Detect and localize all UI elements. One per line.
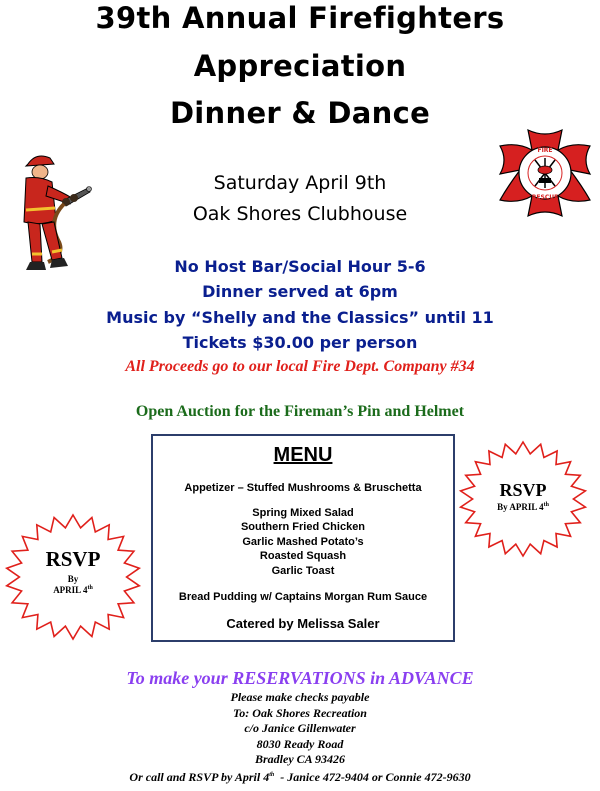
menu-box	[151, 434, 455, 642]
address-line: To: Oak Shores Recreation	[233, 705, 367, 720]
menu-dessert: Bread Pudding w/ Captains Morgan Rum Sauce	[178, 591, 428, 603]
address-line: Bradley CA 93426	[254, 752, 345, 766]
title-line-2: Appreciation	[193, 49, 407, 83]
rsvp-right-label: RSVP	[499, 480, 547, 500]
detail-tickets: Tickets $30.00 per person	[182, 333, 418, 352]
reservations-address	[0, 690, 600, 785]
menu-appetizer: Appetizer – Stuffed Mushrooms & Bruschetta	[184, 482, 422, 494]
reservations-heading: To make your RESERVATIONS in ADVANCE	[126, 668, 474, 688]
menu-item: Southern Fried Chicken	[240, 521, 366, 533]
detail-music: Music by “Shelly and the Classics” until 11	[106, 308, 494, 327]
address-line: c/o Janice Gillenwater	[244, 721, 356, 735]
menu-item: Garlic Mashed Potato’s	[242, 535, 364, 548]
menu-mains	[153, 506, 453, 579]
auction-note: Open Auction for the Fireman’s Pin and Helmet	[135, 403, 465, 420]
rsvp-left-by: By	[67, 574, 79, 584]
address-line: 8030 Ready Road	[256, 736, 344, 751]
rsvp-right-date: By APRIL 4th	[497, 502, 549, 512]
rsvp-starburst-right	[458, 440, 588, 558]
emblem-bottom-text: RESCUE	[531, 194, 559, 201]
detail-dinner-time: Dinner served at 6pm	[202, 282, 398, 301]
event-location: Oak Shores Clubhouse	[192, 203, 408, 225]
rsvp-starburst-left	[4, 513, 142, 641]
rsvp-left-label: RSVP	[45, 547, 101, 571]
menu-caterer: Catered by Melissa Saler	[226, 615, 380, 631]
proceeds-note: All Proceeds go to our local Fire Dept. Company #34	[125, 358, 475, 375]
menu-item: Garlic Toast	[271, 564, 335, 577]
title-line-1: 39th Annual Firefighters	[95, 1, 505, 35]
emblem-top-text: FIRE	[537, 147, 553, 154]
title-line-3: Dinner & Dance	[169, 96, 431, 130]
rsvp-left-date: APRIL 4th	[53, 585, 93, 595]
address-line: Please make checks payable	[230, 690, 370, 704]
menu-item: Roasted Squash	[259, 550, 347, 562]
call-rsvp-line: Or call and RSVP by April 4th - Janice 472-9404 or Connie 472-9630	[129, 769, 471, 784]
menu-item: Spring Mixed Salad	[252, 506, 354, 519]
menu-title: MENU	[273, 444, 333, 466]
event-date: Saturday April 9th	[213, 172, 387, 194]
detail-social-hour: No Host Bar/Social Hour 5-6	[174, 257, 426, 276]
